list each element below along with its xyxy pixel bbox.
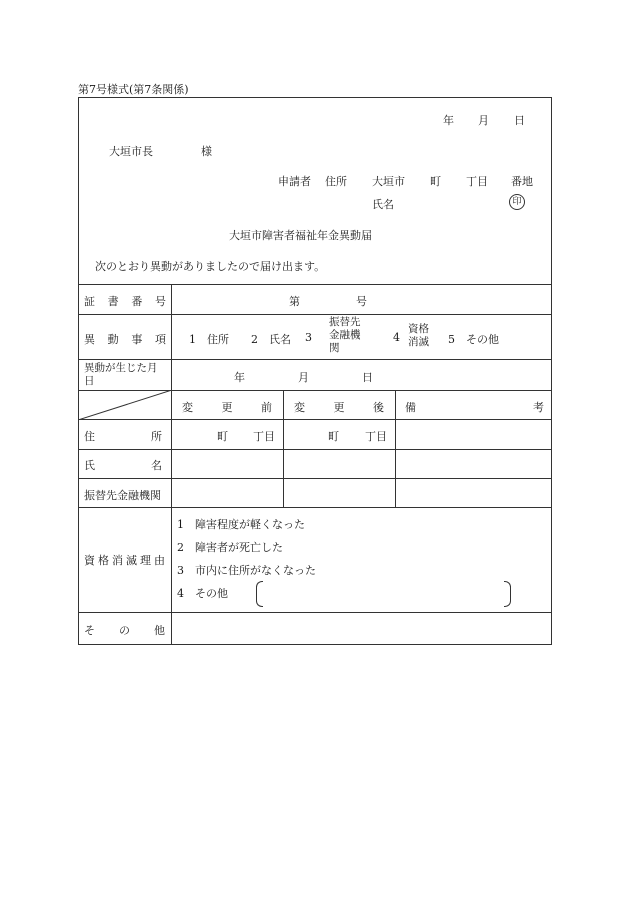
loss-reason-item-1: 1 障害程度が軽くなった — [177, 518, 305, 531]
change-option-bank — [329, 316, 361, 355]
header-before — [182, 399, 272, 415]
rule-row-8 — [78, 507, 552, 508]
change-option-bank-line1: 振替先 — [329, 316, 361, 328]
address-before-town: 町 — [217, 430, 228, 443]
change-date-day: 日 — [362, 371, 373, 384]
header-remarks-right: 考 — [533, 401, 544, 414]
change-option-name: 2 氏名 — [251, 333, 291, 346]
change-option-loss — [408, 323, 429, 349]
other-row-label: その他 — [84, 624, 189, 637]
rule-after-remarks — [395, 390, 396, 507]
change-option-loss-line1: 資格 — [408, 323, 429, 335]
cert-number-label-text — [84, 293, 166, 309]
address-before-chome: 丁目 — [253, 430, 275, 443]
label-char: 異 — [84, 333, 95, 346]
applicant-address-label: 住所 — [325, 175, 347, 188]
date-month-label: 月 — [478, 114, 489, 127]
address-row-label: 住所 — [84, 430, 218, 443]
loss-reason-item-4: 4 その他 — [177, 587, 228, 600]
label-char: 項 — [154, 333, 166, 346]
label-char: 更 — [221, 401, 233, 414]
other-reason-bracket-left — [256, 581, 263, 607]
change-option-other: 5 その他 — [448, 333, 499, 346]
label-char: 動 — [107, 333, 119, 346]
label-char: 前 — [261, 401, 272, 414]
bank-row-label: 振替先金融機関 — [84, 489, 161, 502]
loss-reason-item-3: 3 市内に住所がなくなった — [177, 564, 316, 577]
rule-row-6 — [78, 449, 552, 450]
label-char: 証 — [84, 295, 95, 308]
applicant-label: 申請者 — [278, 175, 311, 188]
diagonal-slash — [78, 390, 172, 420]
change-option-bank-number: 3 — [305, 331, 312, 344]
document-title: 大垣市障害者福祉年金異動届 — [229, 229, 372, 242]
date-day-label: 日 — [514, 114, 525, 127]
name-row-label: 氏名 — [84, 459, 218, 472]
rule-row-9 — [78, 612, 552, 613]
other-row-label-wrap — [84, 622, 189, 638]
address-after-town: 町 — [328, 430, 339, 443]
change-option-loss-number: 4 — [393, 331, 400, 344]
header-before-text — [182, 399, 272, 415]
label-char: 更 — [333, 401, 345, 414]
change-option-bank-line2: 金融機 — [329, 329, 361, 341]
change-option-loss-line2: 消滅 — [408, 336, 429, 348]
applicant-chome: 丁目 — [466, 175, 488, 188]
change-option-address: 1 住所 — [189, 333, 229, 346]
rule-row-7 — [78, 478, 552, 479]
rule-before-after — [283, 390, 284, 507]
loss-reason-item-2: 2 障害者が死亡した — [177, 541, 283, 554]
rule-row-3 — [78, 359, 552, 360]
addressee-honorific: 様 — [201, 145, 212, 158]
name-row-label-wrap — [84, 457, 218, 473]
applicant-city: 大垣市 — [372, 175, 405, 188]
addressee-name: 大垣市長 — [109, 145, 153, 158]
label-char: 番 — [131, 295, 143, 308]
header-after — [294, 399, 384, 415]
date-year-label: 年 — [443, 114, 454, 127]
cert-number-label — [84, 293, 166, 309]
header-after-text — [294, 399, 384, 415]
address-row-label-1 — [84, 428, 218, 444]
label-char: 後 — [373, 401, 384, 414]
change-date-label — [84, 362, 158, 388]
other-reason-bracket-right — [504, 581, 511, 607]
label-char: 変 — [182, 401, 193, 414]
rule-row-2 — [78, 314, 552, 315]
label-char: 事 — [131, 333, 143, 346]
change-items-label-text — [84, 331, 166, 347]
address-after-chome: 丁目 — [365, 430, 387, 443]
rule-table-top — [78, 284, 552, 285]
loss-reason-label: 資格消滅理由 — [84, 554, 168, 567]
applicant-banchi: 番地 — [511, 175, 533, 188]
change-items-label — [84, 331, 166, 347]
intro-text: 次のとおり異動がありましたので届け出ます。 — [95, 260, 326, 273]
header-remarks-left: 備 — [405, 401, 416, 414]
change-date-label-line1: 異動が生じた月 — [84, 362, 158, 374]
label-char: 書 — [107, 295, 119, 308]
label-char: 号 — [154, 295, 166, 308]
cert-number-suffix: 号 — [356, 295, 367, 308]
change-option-bank-line3: 関 — [329, 342, 340, 354]
form-number: 第7号様式(第7条関係) — [78, 83, 189, 96]
applicant-name-label: 氏名 — [372, 198, 394, 211]
change-date-month: 月 — [298, 371, 309, 384]
change-date-label-line2: 日 — [84, 375, 95, 387]
applicant-town: 町 — [430, 175, 441, 188]
cert-number-prefix: 第 — [289, 295, 300, 308]
change-date-year: 年 — [234, 371, 245, 384]
seal-mark: 印 — [509, 194, 525, 210]
label-char: 変 — [294, 401, 305, 414]
